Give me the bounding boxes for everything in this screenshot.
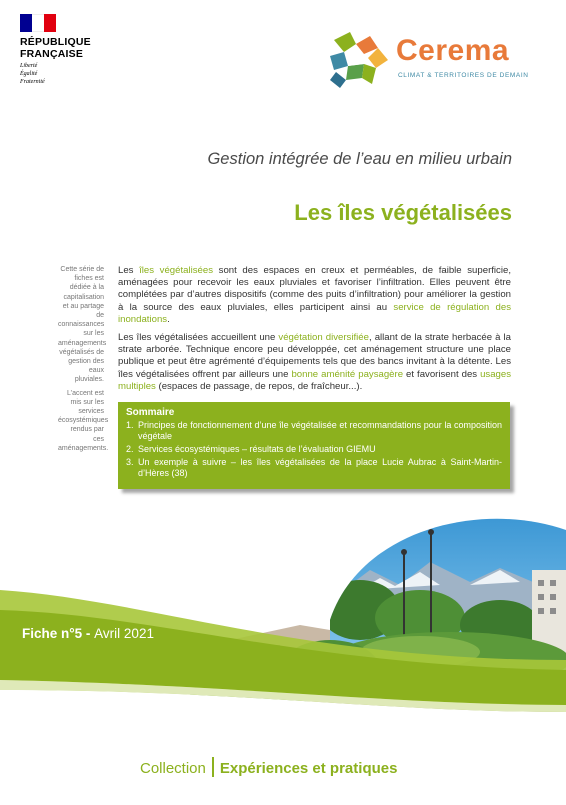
- fiche-label: Fiche n°5 - Avril 2021: [22, 626, 154, 641]
- highlight-term: service de régulation des inondations: [118, 301, 511, 325]
- cerema-name: Cerema: [396, 34, 510, 67]
- cerema-logo: [326, 30, 529, 90]
- collection-label: Collection Expériences et pratiques: [140, 757, 397, 777]
- document-title: Les îles végétalisées: [294, 200, 512, 225]
- french-flag-icon: [20, 14, 56, 32]
- republique-francaise-name: RÉPUBLIQUE FRANÇAISE: [20, 36, 91, 60]
- sidebar-paragraph: Cette série de fiches est dédiée à la capitalisation et au partage de connaissances sur les aménagements végétalisés de gestion des eaux pluviales.: [58, 266, 107, 384]
- intro-paragraph-1: Les îles végétalisées sont des espaces en creux et perméables, de faible superficie, aménagées pour recevoir les eaux pluviales et favoriser l’infiltration. Elles peuvent être complétées par d’autres dispositifs (comme des puits d’infiltration) pour améliorer la gestion à la source des eaux pluviales, elles participent ainsi au service de régulation des inondations.: [118, 265, 511, 325]
- divider: [212, 757, 214, 777]
- table-of-contents: [118, 402, 510, 489]
- intro-paragraph-2: Les îles végétalisées accueillent une végétation diversifiée, allant de la strate herbacée à la strate arborée. Technique encore peu développée, cet aménagement structure une place publique et peut être agrémenté d’équipements tels que des bancs invitant à la détente. Les îles végétalisées offrent par ailleurs une bonne aménité paysagère et favorisent des usages multiples (espaces de passage, de repos, de fraîcheur...).: [118, 332, 512, 392]
- toc-item[interactable]: 3. Un exemple à suivre – les îles végétalisées de la place Lucie Aubrac à Saint-Martin-d’Hères (38): [126, 457, 502, 478]
- cover-photo: [0, 490, 566, 800]
- sidebar-note: [58, 265, 109, 457]
- republique-francaise-logo: [20, 14, 110, 94]
- cerema-emblem-icon: [326, 30, 392, 90]
- highlight-term: végétation diversifiée: [278, 332, 369, 344]
- cerema-tagline: CLIMAT & TERRITOIRES DE DEMAIN: [398, 72, 529, 79]
- cover-photo-area: [0, 490, 566, 800]
- toc-title: Sommaire: [126, 407, 175, 418]
- toc-item[interactable]: 2. Services écosystémiques – résultats de l’évaluation GIEMU: [126, 444, 376, 454]
- republique-motto: Liberté Égalité Fraternité: [20, 63, 45, 85]
- toc-list: [126, 420, 502, 479]
- highlight-term: îles végétalisées: [139, 265, 214, 276]
- intro-text: [118, 265, 511, 399]
- document-kicker: Gestion intégrée de l’eau en milieu urbain: [207, 150, 512, 168]
- toc-item[interactable]: 1. Principes de fonctionnement d’une île végétalisée et recommandations pour la composition végétale: [126, 420, 502, 441]
- sidebar-paragraph: L’accent est mis sur les services écosystémiques rendus par ces aménagements.: [58, 389, 109, 452]
- highlight-term: bonne aménité paysagère: [291, 368, 404, 380]
- highlight-term: usages multiples: [118, 368, 512, 392]
